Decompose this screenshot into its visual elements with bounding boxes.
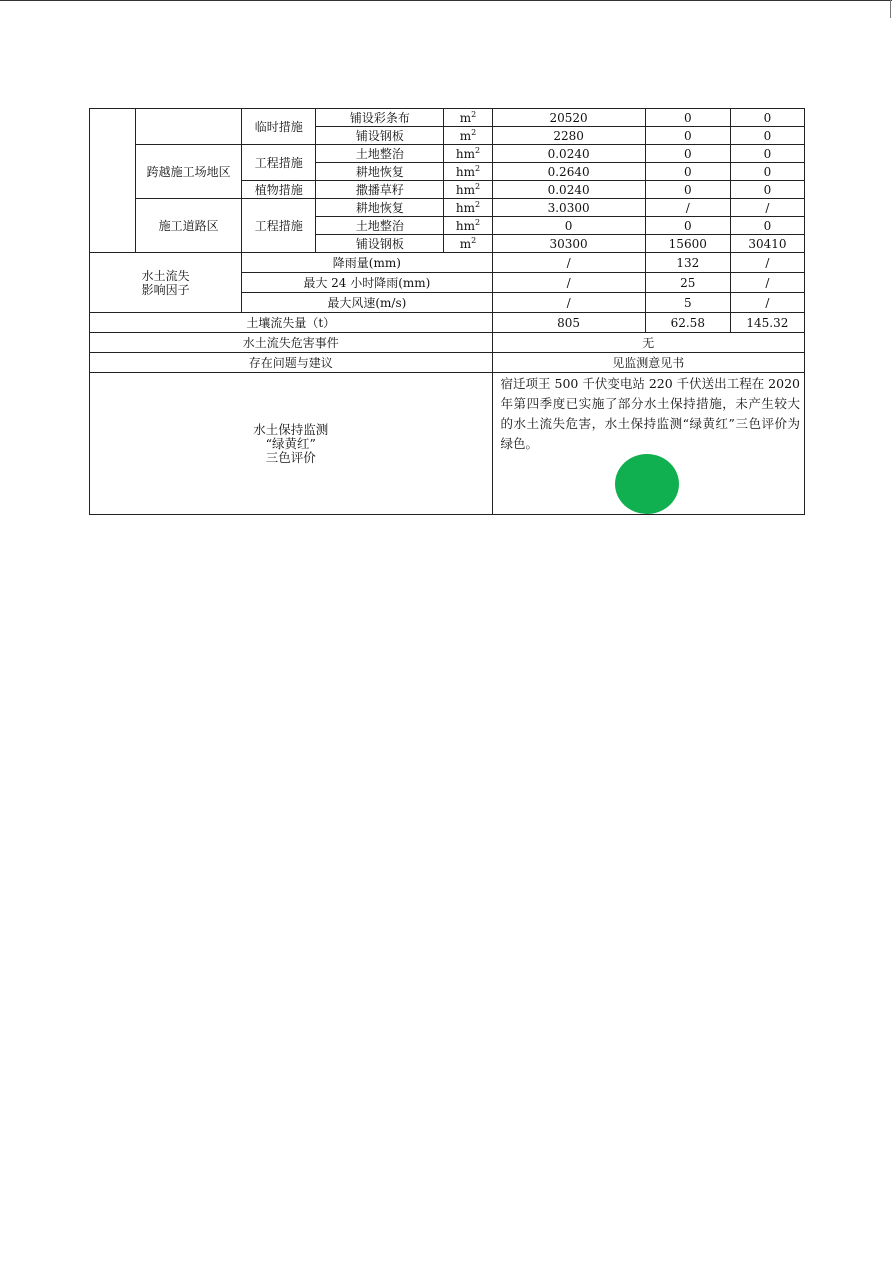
green-rating-dot [615,454,679,514]
value-cell: / [730,253,804,273]
table-row [90,253,805,273]
measure-item-cell: 耕地恢复 [316,199,444,217]
evaluation-text: 宿迁项王 500 千伏变电站 220 千伏送出工程在 2020 年第四季度已实施了部分水土保持措施，未产生较大的水土流失危害，水土保持监测“绿黄红”三色评价为绿色。 [500,376,800,451]
evaluation-result-cell [492,373,804,515]
value-cell: 30300 [492,235,645,253]
evaluation-label-line2: “绿黄红” [265,435,316,451]
value-cell: 0 [645,163,730,181]
value-cell: 2280 [492,127,645,145]
factors-label-line1: 水土流失 [141,268,190,283]
value-cell: / [730,199,804,217]
measure-item-cell: 铺设彩条布 [316,109,444,127]
measure-type-cell: 临时措施 [242,109,316,145]
value-cell: 0 [645,217,730,235]
value-cell: 805 [492,313,645,333]
measure-item-cell: 土地整治 [316,217,444,235]
page-right-border [890,0,891,18]
unit-cell: $hm^2$ [444,181,492,199]
issues-value-cell: 见监测意见书 [492,353,804,373]
value-cell: 0.2640 [492,163,645,181]
blank-first-col [90,109,136,253]
value-cell: 5 [645,293,730,313]
soil-loss-label-cell: 土壤流失量（t） [90,313,493,333]
measure-item-cell: 撒播草籽 [316,181,444,199]
hazard-value-cell: 无 [492,333,804,353]
measure-item-cell: 铺设钢板 [316,235,444,253]
value-cell: 20520 [492,109,645,127]
evaluation-label-line1: 水土保持监测 [253,421,329,437]
area-name-cell: 跨越施工场地区 [136,145,242,199]
value-cell: 132 [645,253,730,273]
measure-type-cell: 工程措施 [242,199,316,253]
value-cell: 0 [645,181,730,199]
value-cell: 0 [492,217,645,235]
factors-label-line2: 影响因子 [141,282,190,297]
measure-item-cell: 土地整治 [316,145,444,163]
factor-name-cell: 最大 24 小时降雨(mm) [242,273,492,293]
measure-type-cell: 植物措施 [242,181,316,199]
value-cell: 0 [645,109,730,127]
unit-cell: $m^2$ [444,109,492,127]
unit-cell: $hm^2$ [444,163,492,181]
value-cell: 0.0240 [492,181,645,199]
unit-cell: $m^2$ [444,235,492,253]
value-cell: 145.32 [730,313,804,333]
measure-item-cell: 铺设钢板 [316,127,444,145]
value-cell: 0 [645,145,730,163]
value-cell: 0 [730,109,804,127]
value-cell: / [730,293,804,313]
value-cell: 0 [730,181,804,199]
value-cell: 25 [645,273,730,293]
value-cell: 0 [730,145,804,163]
table-row [90,313,805,333]
value-cell: / [730,273,804,293]
unit-cell: $hm^2$ [444,199,492,217]
unit-cell: $hm^2$ [444,217,492,235]
value-cell: 0.0240 [492,145,645,163]
factors-label-cell [90,253,242,313]
value-cell: / [492,253,645,273]
value-cell: 30410 [730,235,804,253]
issues-label-cell: 存在问题与建议 [90,353,493,373]
value-cell: / [492,293,645,313]
table-row [90,373,805,515]
monitoring-table [89,108,805,515]
factor-name-cell: 降雨量(mm) [242,253,492,273]
value-cell: 62.58 [645,313,730,333]
value-cell: / [645,199,730,217]
unit-cell: $m^2$ [444,127,492,145]
value-cell: 0 [645,127,730,145]
evaluation-label-cell [90,373,493,515]
measure-item-cell: 耕地恢复 [316,163,444,181]
value-cell: 0 [730,217,804,235]
table-row [90,199,805,217]
page-top-border [0,0,892,1]
measure-type-cell: 工程措施 [242,145,316,181]
area-name-cell: 施工道路区 [136,199,242,253]
value-cell: / [492,273,645,293]
value-cell: 0 [730,163,804,181]
hazard-label-cell: 水土流失危害事件 [90,333,493,353]
table-row [90,333,805,353]
evaluation-label-line3: 三色评价 [265,449,316,465]
value-cell: 3.0300 [492,199,645,217]
blank-area-cell [136,109,242,145]
factor-name-cell: 最大风速(m/s) [242,293,492,313]
table-row [90,145,805,163]
unit-cell: $hm^2$ [444,145,492,163]
value-cell: 15600 [645,235,730,253]
table-row [90,109,805,127]
table-row [90,353,805,373]
value-cell: 0 [730,127,804,145]
